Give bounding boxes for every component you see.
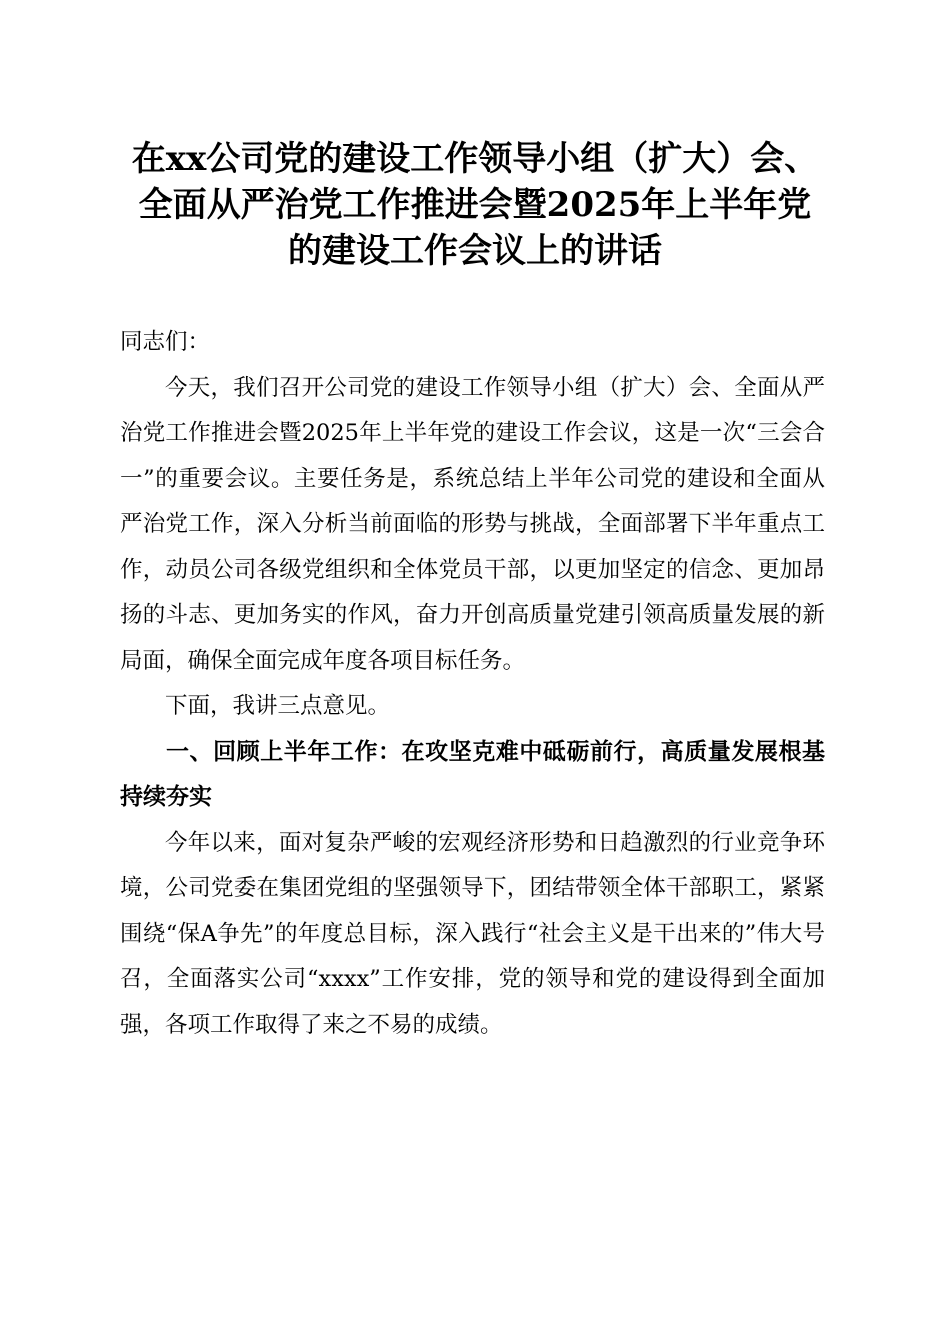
transition-paragraph: 下面，我讲三点意见。	[165, 693, 391, 719]
title-line-3: 的建设工作会议上的讲话	[288, 231, 662, 271]
document-body	[120, 320, 825, 1048]
title-line-1: 在xx公司党的建设工作领导小组（扩大）会、	[131, 139, 819, 179]
section-1-heading: 一、回顾上半年工作：在攻坚克难中砥砺前行，高质量发展根基持续夯实	[120, 738, 825, 810]
intro-paragraph: 今天，我们召开公司党的建设工作领导小组（扩大）会、全面从严治党工作推进会暨2025年上半年党的建设工作会议，这是一次“三会合一”的重要会议。主要任务是，系统总结上半年公司党的建设和全面从严治党工作，深入分析当前面临的形势与挑战，全面部署下半年重点工作，动员公司各级党组织和全体党员干部，以更加坚定的信念、更加昂扬的斗志、更加务实的作风，奋力开创高质量党建引领高质量发展的新局面，确保全面完成年度各项目标任务。	[120, 374, 825, 674]
document-title	[100, 136, 850, 274]
section-1-paragraph: 今年以来，面对复杂严峻的宏观经济形势和日趋激烈的行业竞争环境，公司党委在集团党组的坚强领导下，团结带领全体干部职工，紧紧围绕“保A争先”的年度总目标，深入践行“社会主义是干出来的”伟大号召，全面落实公司“xxxx”工作安排，党的领导和党的建设得到全面加强，各项工作取得了来之不易的成绩。	[120, 829, 825, 1038]
salutation: 同志们：	[120, 329, 211, 355]
title-line-2: 全面从严治党工作推进会暨2025年上半年党	[138, 185, 812, 225]
